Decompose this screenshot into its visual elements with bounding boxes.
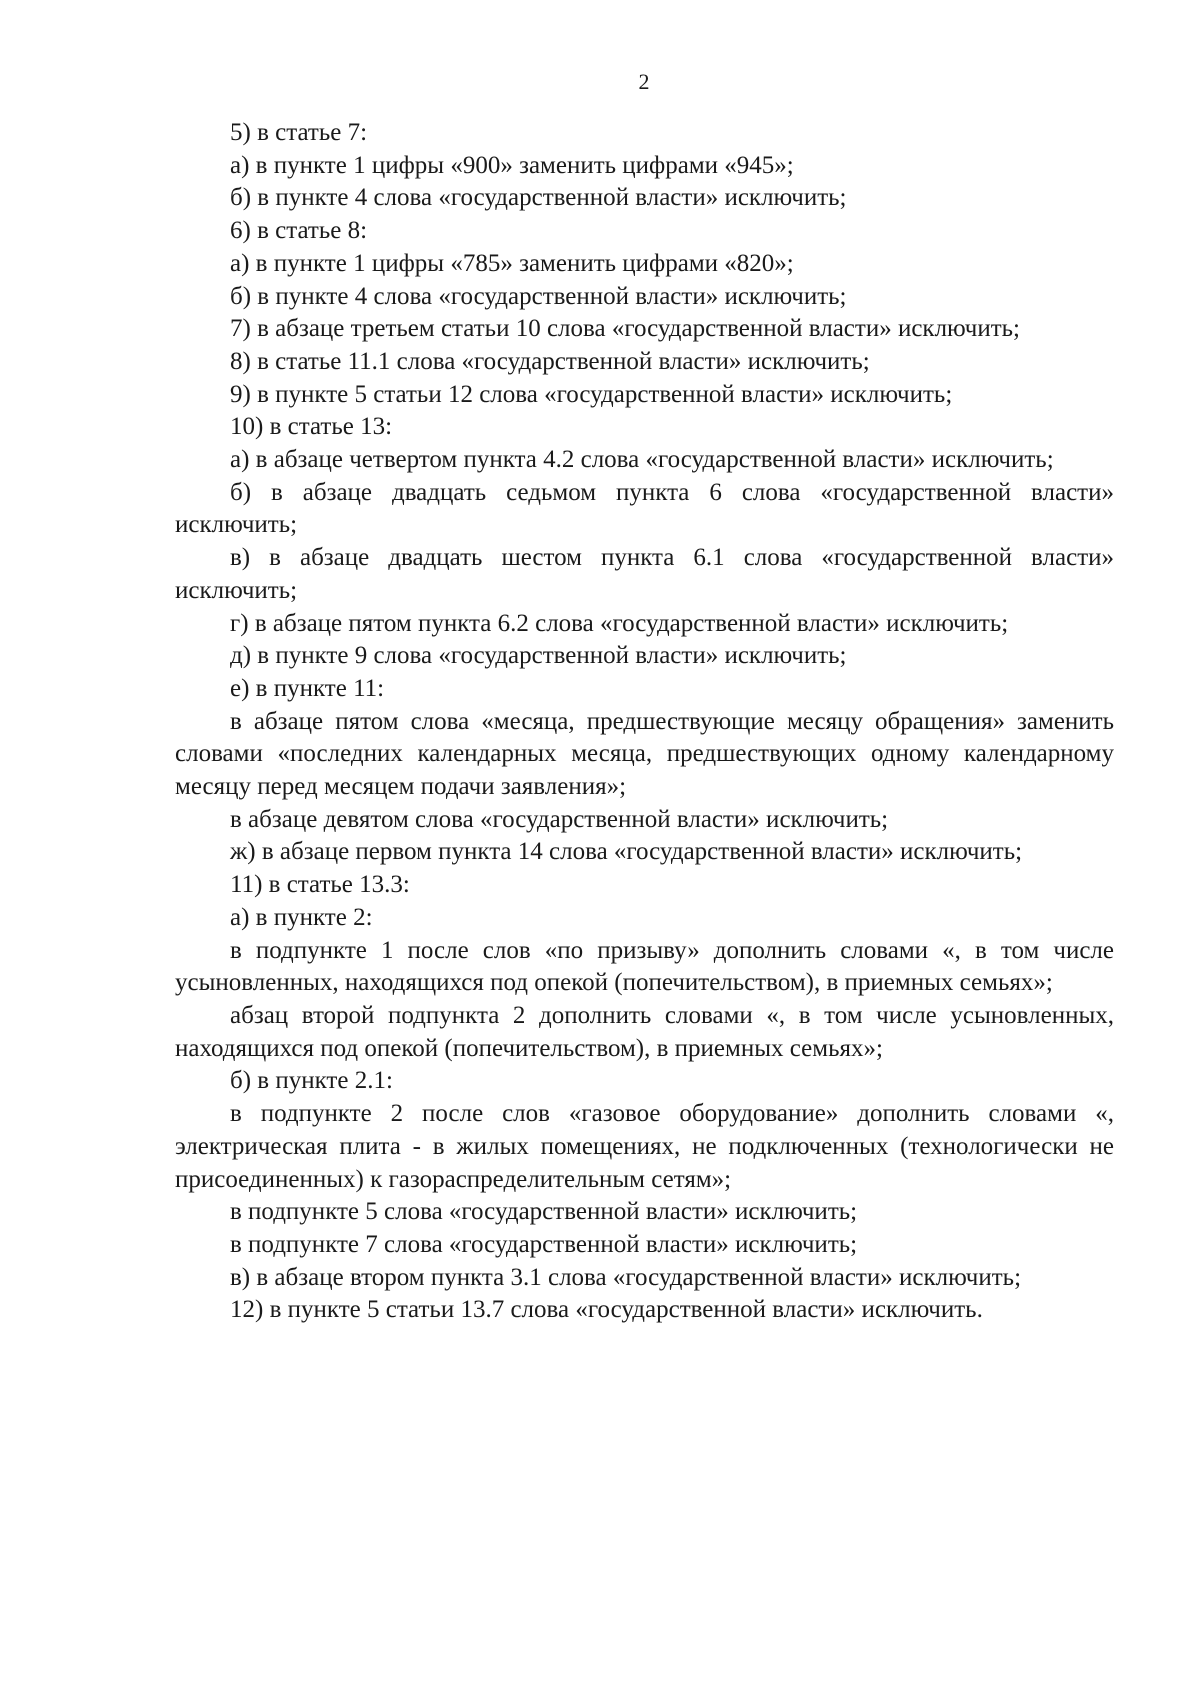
paragraph: абзац второй подпункта 2 дополнить словами «, в том числе усыновленных, находящихся под опекой (попечительством), в приемных семьях»; bbox=[175, 1001, 1114, 1062]
paragraph: б) в пункте 4 слова «государственной власти» исключить; bbox=[230, 184, 847, 212]
paragraph: ж) в абзаце первом пункта 14 слова «государственной власти» исключить; bbox=[230, 838, 1023, 866]
paragraph: 9) в пункте 5 статьи 12 слова «государственной власти» исключить; bbox=[230, 380, 953, 408]
paragraph: в подпункте 7 слова «государственной власти» исключить; bbox=[230, 1230, 858, 1258]
paragraph: г) в абзаце пятом пункта 6.2 слова «государственной власти» исключить; bbox=[230, 609, 1009, 637]
paragraph: а) в пункте 1 цифры «900» заменить цифрами «945»; bbox=[230, 151, 794, 179]
paragraph: в подпункте 2 после слов «газовое оборудование» дополнить словами «, электрическая плита - в жилых помещениях, не подключенных (технологически не присоединенных) к газораспределительным сетям»; bbox=[175, 1100, 1114, 1193]
paragraph: е) в пункте 11: bbox=[230, 674, 385, 702]
paragraph: в) в абзаце двадцать шестом пункта 6.1 слова «государственной власти» исключить; bbox=[175, 544, 1114, 604]
paragraph: 7) в абзаце третьем статьи 10 слова «государственной власти» исключить; bbox=[230, 315, 1021, 343]
paragraph: 12) в пункте 5 статьи 13.7 слова «государственной власти» исключить. bbox=[230, 1296, 983, 1324]
paragraph: 5) в статье 7: bbox=[230, 119, 368, 146]
paragraph: 11) в статье 13.3: bbox=[230, 871, 410, 899]
paragraph: а) в пункте 1 цифры «785» заменить цифрами «820»; bbox=[230, 249, 794, 277]
page-number: 2 bbox=[638, 69, 650, 94]
paragraph: в подпункте 5 слова «государственной власти» исключить; bbox=[230, 1198, 858, 1226]
paragraph: б) в абзаце двадцать седьмом пункта 6 слова «государственной власти» исключить; bbox=[175, 478, 1114, 539]
paragraph: в абзаце пятом слова «месяца, предшествующие месяцу обращения» заменить словами «последних календарных месяца, предшествующих одному календарному месяцу перед месяцем подачи заявления»; bbox=[175, 707, 1114, 801]
paragraph: в абзаце девятом слова «государственной власти» исключить; bbox=[230, 805, 889, 833]
paragraph: д) в пункте 9 слова «государственной власти» исключить; bbox=[230, 642, 847, 670]
paragraph: в подпункте 1 после слов «по призыву» дополнить словами «, в том числе усыновленных, находящихся под опекой (попечительством), в приемных семьях»; bbox=[175, 936, 1114, 997]
paragraph: 10) в статье 13: bbox=[230, 413, 393, 441]
document-body bbox=[175, 117, 1114, 1327]
paragraph: а) в пункте 2: bbox=[230, 903, 373, 931]
paragraph: а) в абзаце четвертом пункта 4.2 слова «государственной власти» исключить; bbox=[230, 446, 1054, 474]
paragraph: 8) в статье 11.1 слова «государственной власти» исключить; bbox=[230, 347, 870, 375]
paragraph: в) в абзаце втором пункта 3.1 слова «государственной власти» исключить; bbox=[230, 1263, 1022, 1291]
paragraph: б) в пункте 4 слова «государственной власти» исключить; bbox=[230, 282, 847, 310]
paragraph: 6) в статье 8: bbox=[230, 217, 368, 245]
paragraph: б) в пункте 2.1: bbox=[230, 1067, 393, 1095]
